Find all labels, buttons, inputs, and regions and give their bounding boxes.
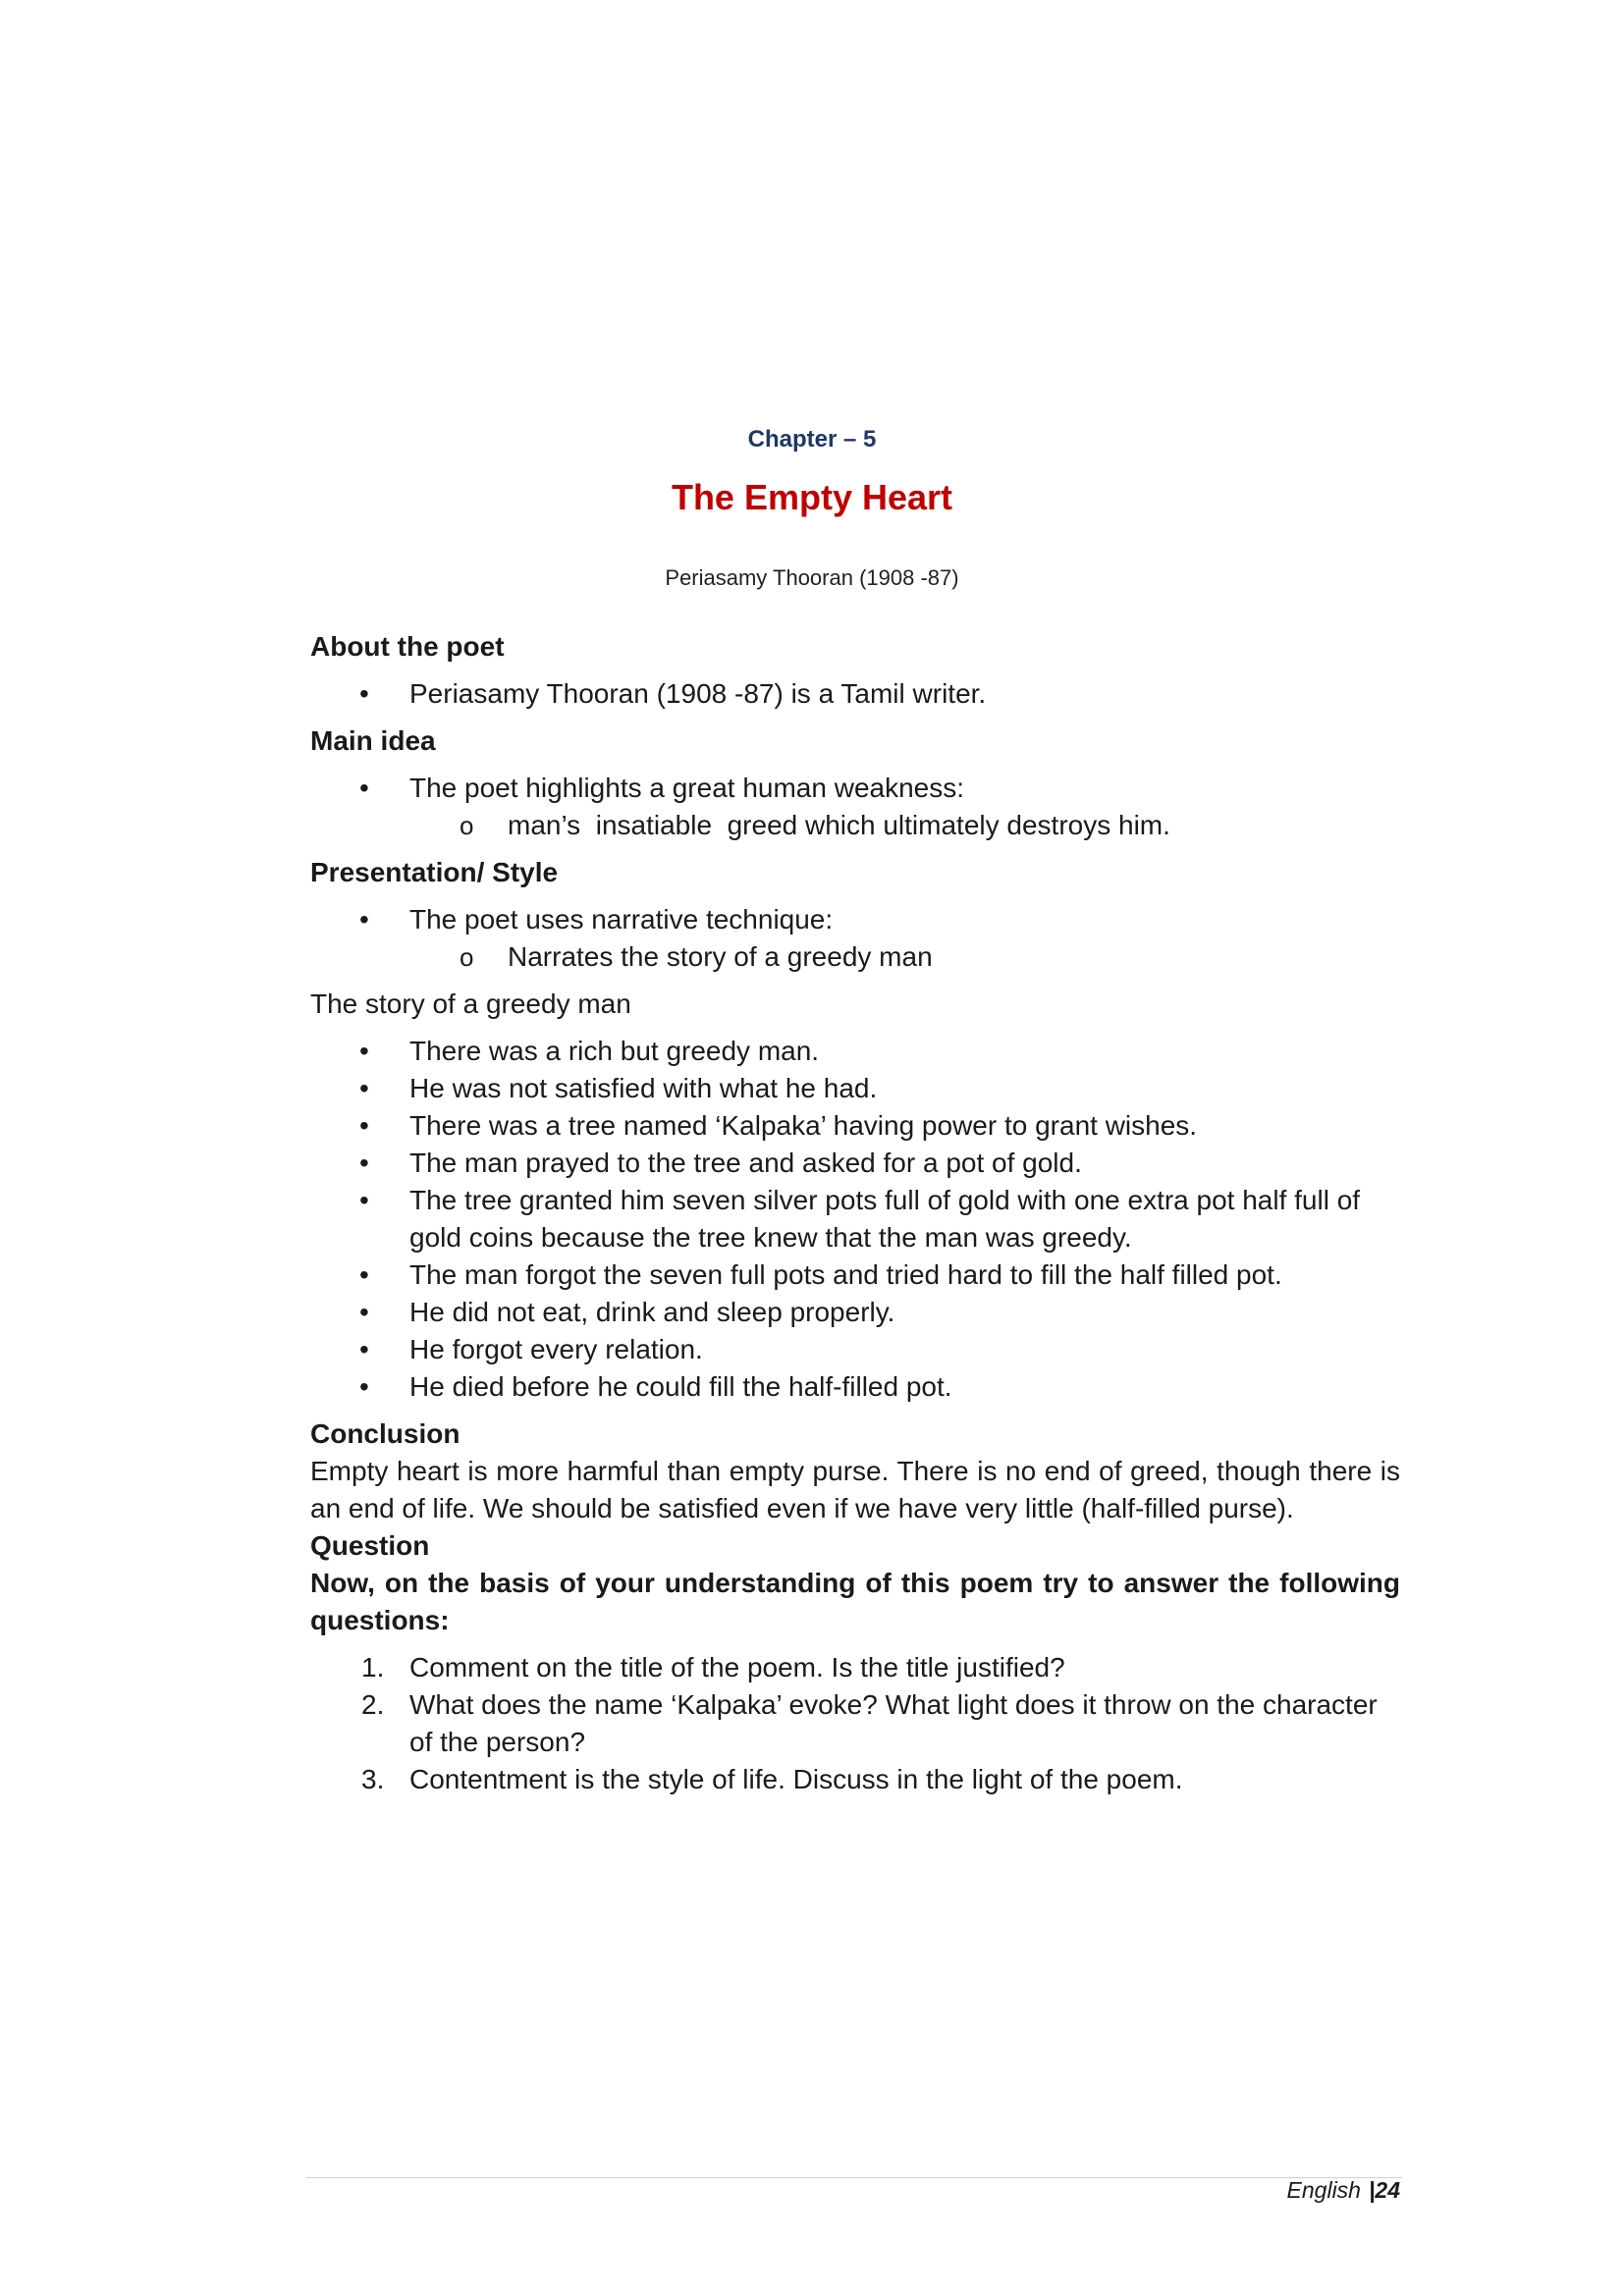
sub-list-item: o man’s insatiable greed which ultimately destroys him. [310,807,1400,844]
about-list [310,675,1400,713]
list-item: • He died before he could fill the half-filled pot. [310,1368,1400,1406]
list-item: • The man forgot the seven full pots and tried hard to fill the half filled pot. [310,1256,1400,1294]
list-item: • The poet highlights a great human weakness: [310,770,1400,807]
presentation-heading: Presentation/ Style [310,857,559,887]
question-number: 2. [361,1689,385,1720]
presentation-sublist [310,938,1400,976]
list-item: • He was not satisfied with what he had. [310,1070,1400,1107]
chapter-title: The Empty Heart [671,477,953,517]
page-footer [1287,2177,1400,2204]
question-number: 1. [361,1652,385,1682]
question-item [310,1686,1400,1761]
presentation-list [310,901,1400,938]
about-heading: About the poet [310,631,505,662]
main-idea-list [310,770,1400,807]
poet-byline: Periasamy Thooran (1908 -87) [665,565,959,590]
question-prompt: Now, on the basis of your understanding of this poem try to answer the following questions: [310,1568,1400,1635]
list-item: • There was a rich but greedy man. [310,1033,1400,1070]
question-number: 3. [361,1764,385,1794]
main-idea-heading: Main idea [310,725,436,756]
question-text: Comment on the title of the poem. Is the title justified? [409,1652,1065,1682]
list-item: • He forgot every relation. [310,1331,1400,1368]
footer-divider [306,2177,1402,2178]
list-item: • He did not eat, drink and sleep properly. [310,1294,1400,1331]
question-text: Contentment is the style of life. Discuss in the light of the poem. [409,1764,1183,1794]
page-number: 24 [1375,2177,1400,2203]
question-item [310,1761,1400,1798]
list-item: • Periasamy Thooran (1908 -87) is a Tamil writer. [310,675,1400,713]
footer-separator: | [1368,2177,1376,2203]
page-content [310,628,1400,1798]
list-item: • The tree granted him seven silver pots full of gold with one extra pot half full of gold coins because the tree knew that the man was greedy. [310,1182,1400,1256]
list-item: • The poet uses narrative technique: [310,901,1400,938]
main-idea-sublist [310,807,1400,844]
sub-list-item: o Narrates the story of a greedy man [310,938,1400,976]
list-item: • The man prayed to the tree and asked for a pot of gold. [310,1145,1400,1182]
question-heading: Question [310,1530,430,1561]
conclusion-text: Empty heart is more harmful than empty purse. There is no end of greed, though there is an end of life. We should be satisfied even if we have very little (half-filled purse). [310,1456,1400,1523]
conclusion-heading: Conclusion [310,1418,460,1449]
story-list [310,1033,1400,1406]
question-item [310,1649,1400,1686]
list-item: • There was a tree named ‘Kalpaka’ having power to grant wishes. [310,1107,1400,1145]
question-list [310,1649,1400,1798]
story-heading: The story of a greedy man [310,988,631,1019]
question-text: What does the name ‘Kalpaka’ evoke? What light does it throw on the character of the person? [409,1689,1378,1757]
chapter-label: Chapter – 5 [747,426,877,453]
footer-subject: English [1286,2177,1361,2203]
